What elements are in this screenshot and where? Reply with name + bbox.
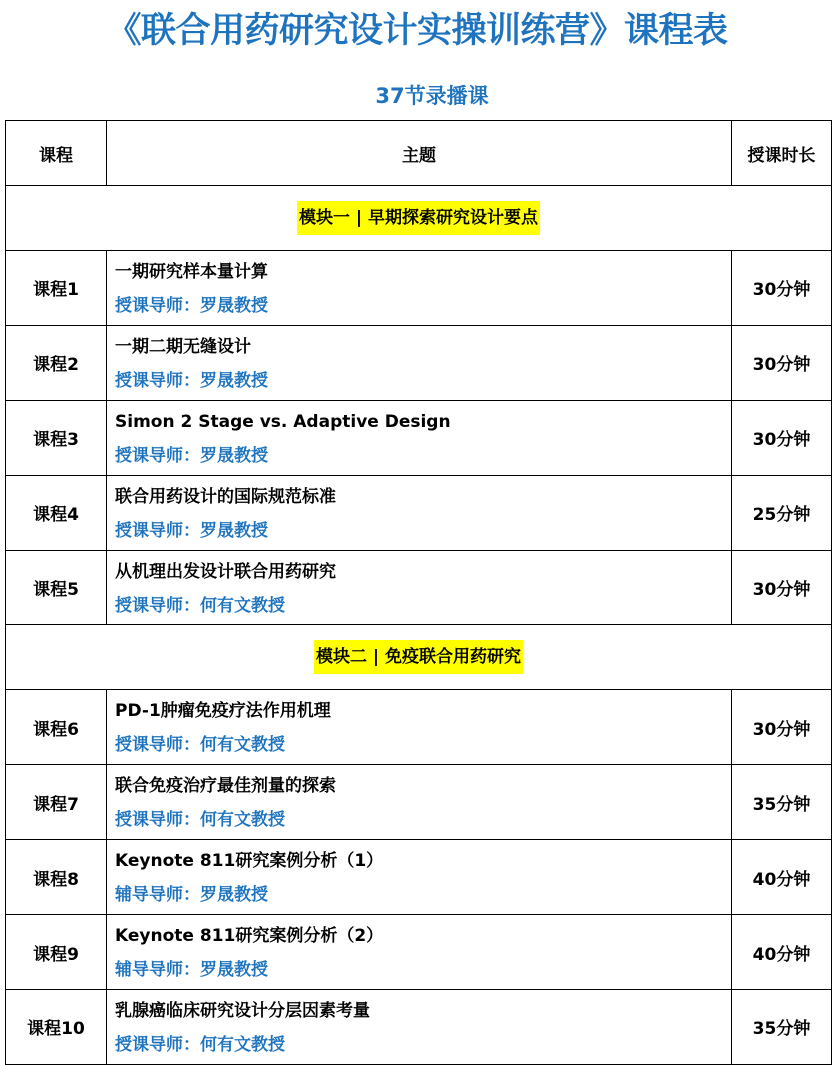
course-teacher: 辅导导师：罗晟教授 (115, 960, 268, 981)
course-teacher: 授课导师：罗晟教授 (115, 520, 268, 541)
course-code: 课程4 (6, 475, 107, 550)
course-code: 课程10 (6, 990, 107, 1065)
course-code: 课程9 (6, 915, 107, 990)
course-topic (107, 690, 732, 765)
course-topic (107, 325, 732, 400)
course-teacher: 授课导师：何有文教授 (115, 735, 285, 756)
course-duration: 30分钟 (732, 325, 832, 400)
table-row (6, 915, 832, 990)
course-code: 课程6 (6, 690, 107, 765)
course-title: 一期研究样本量计算 (115, 261, 268, 282)
course-title: PD-1肿瘤免疫疗法作用机理 (115, 701, 331, 722)
table-row (6, 765, 832, 840)
course-schedule-table (5, 120, 832, 1065)
course-topic (107, 840, 732, 915)
table-row (6, 550, 832, 625)
course-topic (107, 400, 732, 475)
table-header-row (6, 121, 832, 186)
module-row (6, 186, 832, 251)
course-teacher: 授课导师：何有文教授 (115, 1034, 285, 1055)
table-row (6, 990, 832, 1065)
course-title: 乳腺癌临床研究设计分层因素考量 (115, 1000, 370, 1021)
page-subtitle: 37节录播课 (375, 84, 489, 108)
module-label: 模块二 | 免疫联合用药研究 (314, 640, 523, 674)
table-row (6, 840, 832, 915)
table-row (6, 690, 832, 765)
page-title: 《联合用药研究设计实操训练营》课程表 (106, 11, 728, 51)
course-title: Simon 2 Stage vs. Adaptive Design (115, 411, 451, 432)
course-duration: 30分钟 (732, 400, 832, 475)
course-duration: 25分钟 (732, 475, 832, 550)
course-topic (107, 990, 732, 1065)
course-title: 从机理出发设计联合用药研究 (115, 561, 336, 582)
course-teacher: 授课导师：罗晟教授 (115, 370, 268, 391)
table-row (6, 475, 832, 550)
course-duration: 30分钟 (732, 690, 832, 765)
header-duration: 授课时长 (732, 121, 832, 186)
course-code: 课程7 (6, 765, 107, 840)
course-duration: 35分钟 (732, 765, 832, 840)
course-code: 课程2 (6, 325, 107, 400)
header-topic: 主题 (107, 121, 732, 186)
module-row (6, 625, 832, 690)
course-duration: 40分钟 (732, 915, 832, 990)
course-code: 课程3 (6, 400, 107, 475)
course-duration: 30分钟 (732, 251, 832, 326)
course-teacher: 授课导师：何有文教授 (115, 595, 285, 616)
course-duration: 30分钟 (732, 550, 832, 625)
course-title: 联合用药设计的国际规范标准 (115, 486, 336, 507)
course-title: Keynote 811研究案例分析（1） (115, 851, 384, 872)
header-course: 课程 (6, 121, 107, 186)
course-title: 联合免疫治疗最佳剂量的探索 (115, 776, 336, 797)
course-duration: 35分钟 (732, 990, 832, 1065)
course-topic (107, 915, 732, 990)
course-code: 课程8 (6, 840, 107, 915)
course-topic (107, 550, 732, 625)
course-topic (107, 765, 732, 840)
course-code: 课程5 (6, 550, 107, 625)
course-teacher: 授课导师：罗晟教授 (115, 295, 268, 316)
course-teacher: 授课导师：罗晟教授 (115, 445, 268, 466)
table-row (6, 325, 832, 400)
table-row (6, 251, 832, 326)
course-duration: 40分钟 (732, 840, 832, 915)
course-topic (107, 475, 732, 550)
course-title: Keynote 811研究案例分析（2） (115, 926, 384, 947)
course-code: 课程1 (6, 251, 107, 326)
course-topic (107, 251, 732, 326)
course-teacher: 辅导导师：罗晟教授 (115, 885, 268, 906)
module-label: 模块一 | 早期探索研究设计要点 (297, 201, 540, 235)
course-title: 一期二期无缝设计 (115, 336, 251, 357)
course-teacher: 授课导师：何有文教授 (115, 810, 285, 831)
table-row (6, 400, 832, 475)
